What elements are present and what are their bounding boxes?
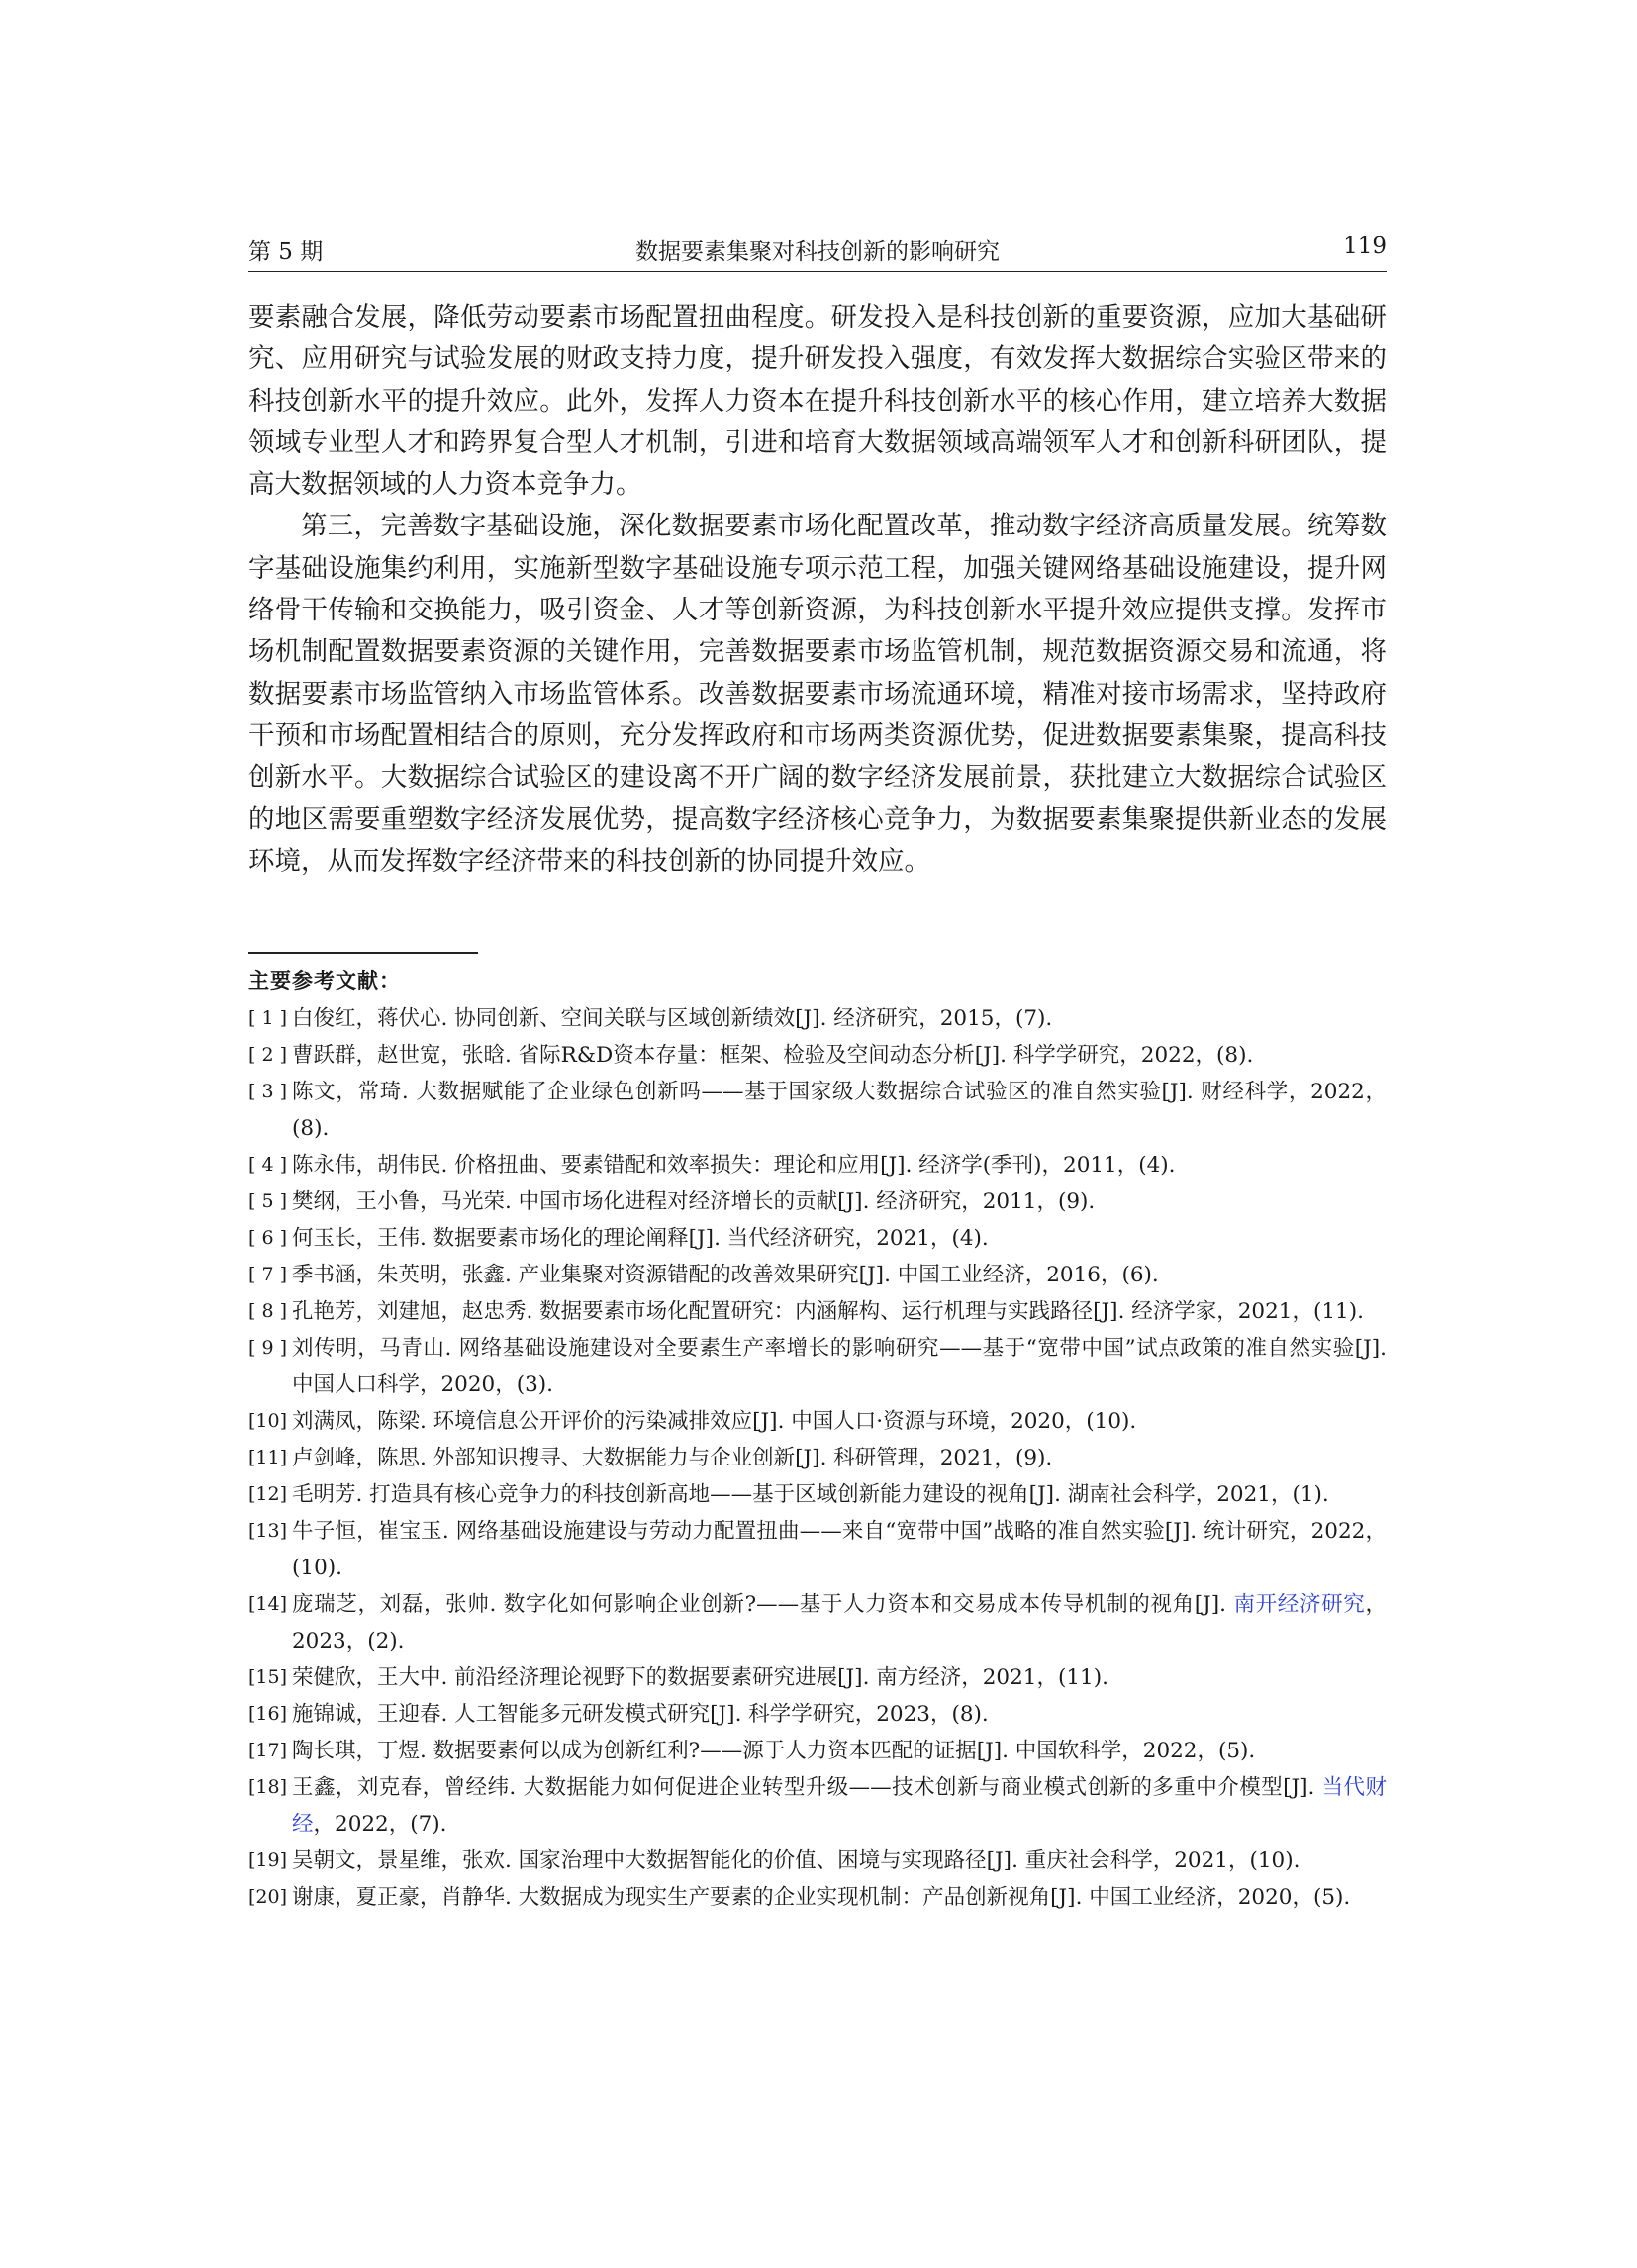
reference-item xyxy=(248,1586,1387,1659)
journal-article-title: 数据要素集聚对科技创新的影响研究 xyxy=(635,239,1000,265)
references-divider xyxy=(248,952,478,954)
reference-number: [ 8 ] xyxy=(248,1300,287,1322)
reference-text: 施锦诚，王迎春. 人工智能多元研发模式研究[J]. 科学学研究，2023，(8). xyxy=(292,1702,989,1727)
reference-item xyxy=(248,1733,1387,1769)
reference-number: [ 4 ] xyxy=(248,1154,287,1176)
reference-item xyxy=(248,1074,1387,1147)
reference-text: 季书涵，朱英明，张鑫. 产业集聚对资源错配的改善效果研究[J]. 中国工业经济，2016，(6). xyxy=(292,1263,1159,1287)
body-paragraph: 要素融合发展，降低劳动要素市场配置扭曲程度。研发投入是科技创新的重要资源，应加大基础研究、应用研究与试验发展的财政支持力度，提升研发投入强度，有效发挥大数据综合实验区带来的科技创新水平的提升效应。此外，发挥人力资本在提升科技创新水平的核心作用，建立培养大数据领域专业型人才和跨界复合型人才机制，引进和培育大数据领域高端领军人才和创新科研团队，提高大数据领域的人力资本竞争力。 xyxy=(248,302,1387,501)
reference-number: [ 3 ] xyxy=(248,1081,287,1102)
reference-item xyxy=(248,1769,1387,1843)
reference-item xyxy=(248,1293,1387,1330)
reference-item xyxy=(248,1403,1387,1440)
reference-text: 牛子恒，崔宝玉. 网络基础设施建设与劳动力配置扭曲——来自“宽带中国”战略的准自然实验[J]. 统计研究，2022，(10). xyxy=(292,1519,1387,1580)
reference-text: 刘满凤，陈梁. 环境信息公开评价的污染减排效应[J]. 中国人口·资源与环境，2020，(10). xyxy=(292,1409,1137,1434)
reference-number: [13] xyxy=(248,1520,288,1542)
reference-number: [ 5 ] xyxy=(248,1190,287,1212)
reference-text: 陈永伟，胡伟民. 价格扭曲、要素错配和效率损失：理论和应用[J]. 经济学(季刊)，2011，(4). xyxy=(292,1153,1176,1178)
reference-text: 孔艳芳，刘建旭，赵忠秀. 数据要素市场化配置研究：内涵解构、运行机理与实践路径[J]. 经济学家，2021，(11). xyxy=(292,1299,1364,1324)
reference-item xyxy=(248,1513,1387,1586)
reference-number: [16] xyxy=(248,1703,288,1725)
reference-number: [19] xyxy=(248,1849,288,1871)
reference-text: 庞瑞芝，刘磊，张帅. 数字化如何影响企业创新?——基于人力资本和交易成本传导机制的视角[J]. xyxy=(292,1592,1234,1617)
reference-item xyxy=(248,1037,1387,1074)
reference-text: 陶长琪，丁煜. 数据要素何以成为创新红利?——源于人力资本匹配的证据[J]. 中国软科学，2022，(5). xyxy=(292,1739,1256,1763)
reference-item xyxy=(248,1440,1387,1476)
issue-label: 第 5 期 xyxy=(248,239,324,265)
references-heading: 主要参考文献： xyxy=(248,969,401,992)
reference-text: ，2023，(2). xyxy=(292,1592,1387,1654)
reference-number: [ 9 ] xyxy=(248,1337,287,1359)
reference-text: 陈文，常琦. 大数据赋能了企业绿色创新吗——基于国家级大数据综合试验区的准自然实验[J]. 财经科学，2022，(8). xyxy=(292,1080,1387,1141)
page-number: 119 xyxy=(1343,234,1387,259)
reference-number: [ 7 ] xyxy=(248,1264,287,1285)
reference-text: 刘传明，马青山. 网络基础设施建设对全要素生产率增长的影响研究——基于“宽带中国”试点政策的准自然实验[J]. 中国人口科学，2020，(3). xyxy=(292,1336,1387,1397)
reference-number: [12] xyxy=(248,1483,288,1505)
reference-text: 白俊红，蒋伏心. 协同创新、空间关联与区域创新绩效[J]. 经济研究，2015，(7). xyxy=(292,1006,1053,1031)
running-header xyxy=(248,224,1387,272)
reference-text: 荣健欣，王大中. 前沿经济理论视野下的数据要素研究进展[J]. 南方经济，2021，(11). xyxy=(292,1665,1108,1690)
reference-number: [20] xyxy=(248,1886,288,1908)
reference-item xyxy=(248,1879,1387,1916)
reference-number: [ 1 ] xyxy=(248,1007,287,1029)
body-paragraph: 第三，完善数字基础设施，深化数据要素市场化配置改革，推动数字经济高质量发展。统筹数字基础设施集约利用，实施新型数字基础设施专项示范工程，加强关键网络基础设施建设，提升网络骨干传输和交换能力，吸引资金、人才等创新资源，为科技创新水平提升效应提供支撑。发挥市场机制配置数据要素资源的关键作用，完善数据要素市场监管机制，规范数据资源交易和流通，将数据要素市场监管纳入市场监管体系。改善数据要素市场流通环境，精准对接市场需求，坚持政府干预和市场配置相结合的原则，充分发挥政府和市场两类资源优势，促进数据要素集聚，提高科技创新水平。大数据综合试验区的建设离不开广阔的数字经济发展前景，获批建立大数据综合试验区的地区需要重塑数字经济发展优势，提高数字经济核心竞争力，为数据要素集聚提供新业态的发展环境，从而发挥数字经济带来的科技创新的协同提升效应。 xyxy=(248,511,1387,877)
reference-text: 王鑫，刘克春，曾经纬. 大数据能力如何促进企业转型升级——技术创新与商业模式创新的多重中介模型[J]. xyxy=(292,1775,1322,1800)
reference-text: 曹跃群，赵世宽，张晗. 省际R&D资本存量：框架、检验及空间动态分析[J]. 科学学研究，2022，(8). xyxy=(292,1043,1254,1068)
reference-item xyxy=(248,1183,1387,1220)
reference-item xyxy=(248,1696,1387,1733)
reference-text: 吴朝文，景星维，张欢. 国家治理中大数据智能化的价值、困境与实现路径[J]. 重庆社会科学，2021，(10). xyxy=(292,1848,1300,1873)
journal-link[interactable]: 南开经济研究 xyxy=(1233,1592,1366,1617)
reference-number: [ 6 ] xyxy=(248,1227,287,1249)
reference-text: 何玉长，王伟. 数据要素市场化的理论阐释[J]. 当代经济研究，2021，(4). xyxy=(292,1226,989,1251)
reference-text: ，2022，(7). xyxy=(313,1812,447,1837)
reference-item xyxy=(248,1257,1387,1293)
reference-text: 樊纲，王小鲁，马光荣. 中国市场化进程对经济增长的贡献[J]. 经济研究，2011，(9). xyxy=(292,1189,1096,1214)
reference-item xyxy=(248,1659,1387,1696)
reference-text: 卢剑峰，陈思. 外部知识搜寻、大数据能力与企业创新[J]. 科研管理，2021，(9). xyxy=(292,1446,1053,1470)
reference-number: [10] xyxy=(248,1410,288,1432)
article-body xyxy=(248,297,1387,883)
reference-number: [ 2 ] xyxy=(248,1044,287,1066)
journal-link[interactable]: 当代财经 xyxy=(292,1775,1387,1837)
reference-number: [18] xyxy=(248,1776,288,1798)
reference-text: 毛明芳. 打造具有核心竞争力的科技创新高地——基于区域创新能力建设的视角[J]. 湖南社会科学，2021，(1). xyxy=(292,1482,1329,1507)
reference-list xyxy=(248,1000,1387,1916)
reference-number: [14] xyxy=(248,1593,288,1615)
reference-number: [11] xyxy=(248,1447,288,1468)
reference-number: [15] xyxy=(248,1666,288,1688)
reference-item xyxy=(248,1330,1387,1403)
reference-text: 谢康，夏正豪，肖静华. 大数据成为现实生产要素的企业实现机制：产品创新视角[J]. 中国工业经济，2020，(5). xyxy=(292,1885,1351,1910)
reference-item xyxy=(248,1000,1387,1037)
reference-number: [17] xyxy=(248,1740,288,1761)
reference-item xyxy=(248,1220,1387,1257)
reference-item xyxy=(248,1843,1387,1879)
reference-item xyxy=(248,1147,1387,1183)
reference-item xyxy=(248,1476,1387,1513)
